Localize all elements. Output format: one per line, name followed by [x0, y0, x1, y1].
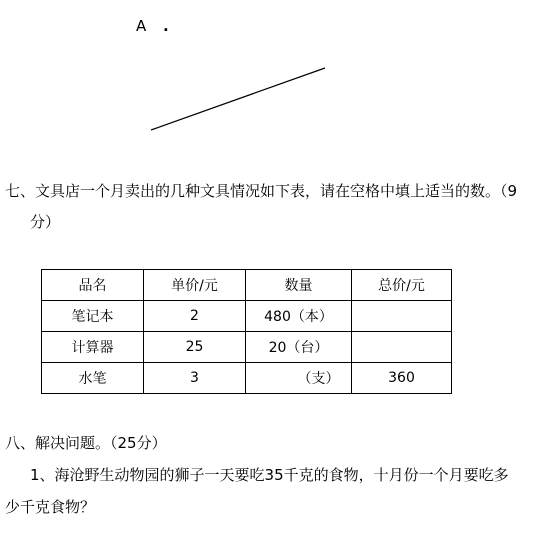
q7-text-line2: 分） — [30, 213, 61, 231]
table-cell: 20（台） — [246, 332, 352, 363]
point-a-label: A — [136, 17, 147, 35]
table-row — [42, 332, 452, 363]
blank-cell[interactable]: （支） — [246, 363, 352, 394]
table-row — [42, 363, 452, 394]
table-cell: 2 — [144, 301, 246, 332]
blank-cell[interactable] — [352, 332, 452, 363]
header-quantity: 数量 — [246, 270, 352, 301]
header-unit-price: 单价/元 — [144, 270, 246, 301]
q7-text-line1: 七、文具店一个月卖出的几种文具情况如下表，请在空格中填上适当的数。（9 — [5, 182, 518, 200]
table-cell: 480（本） — [246, 301, 352, 332]
table-cell: 3 — [144, 363, 246, 394]
table-cell: 水笔 — [42, 363, 144, 394]
q8-problem1-line1: 1、海沧野生动物园的狮子一天要吃35千克的食物，十月份一个月要吃多 — [30, 466, 509, 484]
table-header-row — [42, 270, 452, 301]
table-cell: 25 — [144, 332, 246, 363]
q8-title: 八、解决问题。（25分） — [5, 434, 167, 452]
point-dot: . — [163, 17, 169, 35]
q8-problem1-line2: 少千克食物？ — [5, 498, 96, 516]
stationery-table — [41, 269, 452, 394]
table-cell: 笔记本 — [42, 301, 144, 332]
header-product: 品名 — [42, 270, 144, 301]
table-cell: 计算器 — [42, 332, 144, 363]
header-total-price: 总价/元 — [352, 270, 452, 301]
blank-cell[interactable] — [352, 301, 452, 332]
line-segment — [151, 68, 325, 130]
table-cell: 360 — [352, 363, 452, 394]
table-row — [42, 301, 452, 332]
